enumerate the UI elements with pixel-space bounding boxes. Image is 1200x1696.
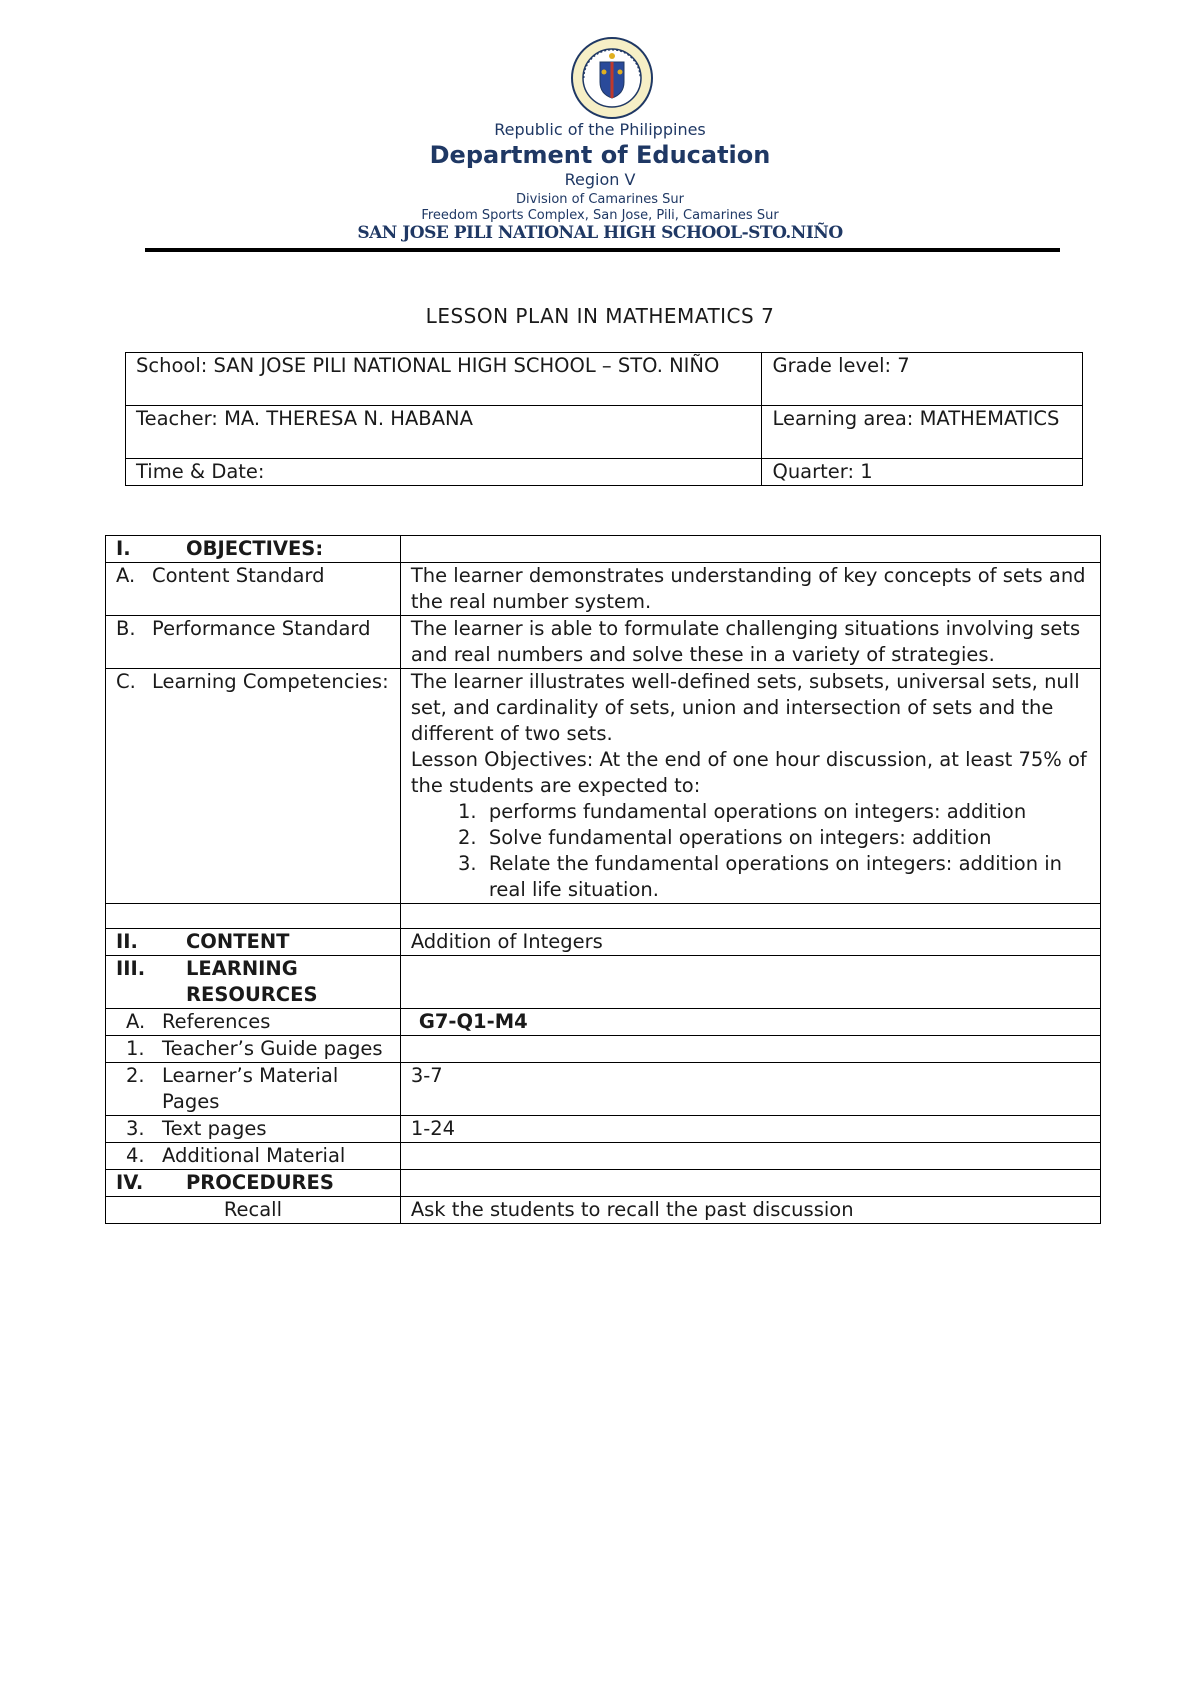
performance-standard-label: B. Performance Standard [106,616,401,669]
table-row [106,563,1101,616]
references-label: A. References [106,1009,401,1036]
lesson-table [105,535,1101,1224]
recall-label: Recall [106,1197,401,1224]
resource-value: 3-7 [400,1063,1100,1116]
table-row [106,536,1101,563]
learning-competencies-value [400,669,1100,904]
resource-label: 4. Additional Material [106,1143,401,1170]
time-date-cell: Time & Date: [126,459,762,486]
list-item: 3. Relate the fundamental operations on integers: addition in real life situation. [483,851,1090,903]
recall-value: Ask the students to recall the past discussion [400,1197,1100,1224]
objectives-heading: I. OBJECTIVES: [106,536,401,563]
table-row [126,406,1083,459]
school-cell: School: SAN JOSE PILI NATIONAL HIGH SCHOOL – STO. NIÑO [126,353,762,406]
table-row [106,1063,1101,1116]
resource-value [400,1036,1100,1063]
info-table [125,352,1083,486]
table-row [126,353,1083,406]
learning-area-cell: Learning area: MATHEMATICS [762,406,1083,459]
list-item: 1. performs fundamental operations on integers: addition [483,799,1090,825]
resource-label: 2. Learner’s Material Pages [106,1063,401,1116]
resource-label: 3. Text pages [106,1116,401,1143]
learning-resources-heading: III. LEARNING RESOURCES [106,956,401,1009]
grade-cell: Grade level: 7 [762,353,1083,406]
division-line: Division of Camarines Sur [516,192,684,207]
table-row [106,904,1101,929]
table-row [106,1036,1101,1063]
list-item: 2. Solve fundamental operations on integers: addition [483,825,1090,851]
region-line: Region V [564,170,636,189]
content-standard-label: A. Content Standard [106,563,401,616]
resource-value: 1-24 [400,1116,1100,1143]
table-row [106,1116,1101,1143]
school-name: SAN JOSE PILI NATIONAL HIGH SCHOOL-STO.NIÑO [357,223,843,243]
table-row [106,1197,1101,1224]
content-heading: II. CONTENT [106,929,401,956]
procedures-heading: IV. PROCEDURES [106,1170,401,1197]
lesson-objectives-text: Lesson Objectives: At the end of one hour discussion, at least 75% of the students are expected to: [410,748,1087,797]
deped-seal-logo [570,36,654,120]
table-row [106,1170,1101,1197]
learning-competencies-label: C. Learning Competencies: [106,669,401,904]
table-row [106,669,1101,904]
performance-standard-value: The learner is able to formulate challenging situations involving sets and real numbers and solve these in a variety of strategies. [400,616,1100,669]
teacher-cell: Teacher: MA. THERESA N. HABANA [126,406,762,459]
department-name: Department of Education [429,141,771,169]
table-row [106,616,1101,669]
header-rule [145,248,1060,252]
objectives-list [411,799,1090,903]
table-row [106,956,1101,1009]
competencies-text: The learner illustrates well-defined sets, subsets, universal sets, null set, and cardinality of sets, union and intersection of sets and the different of two sets. [410,670,1080,745]
resource-label: 1. Teacher’s Guide pages [106,1036,401,1063]
republic-line: Republic of the Philippines [494,120,706,139]
references-value: G7-Q1-M4 [400,1009,1100,1036]
table-row [106,1143,1101,1170]
content-value: Addition of Integers [400,929,1100,956]
table-row [106,929,1101,956]
content-standard-value: The learner demonstrates understanding of key concepts of sets and the real number system. [400,563,1100,616]
address-line: Freedom Sports Complex, San Jose, Pili, Camarines Sur [421,208,779,223]
table-row [106,1009,1101,1036]
table-row [126,459,1083,486]
page-title: LESSON PLAN IN MATHEMATICS 7 [425,304,775,328]
resource-value [400,1143,1100,1170]
quarter-cell: Quarter: 1 [762,459,1083,486]
